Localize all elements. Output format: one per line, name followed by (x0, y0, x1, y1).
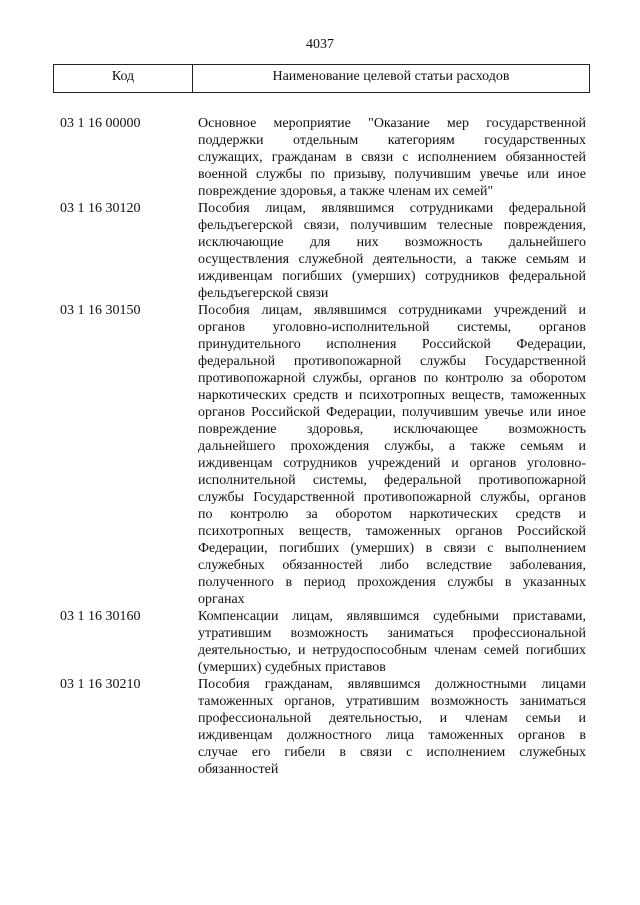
table-row (0, 115, 640, 200)
row-code: 03 1 16 30150 (60, 303, 141, 318)
description-line: Пособия гражданам, являвшимся должностными лицами (198, 677, 586, 692)
description-line: повреждение здоровья, исключающее возможность (198, 422, 586, 437)
description-line: фельдъегерской связи (198, 286, 329, 301)
description-line: противопожарной службы, органов по контролю за оборотом (198, 371, 586, 386)
description-line: органов уголовно-исполнительной системы, органов (198, 320, 586, 335)
description-line: повреждение здоровья, а также членам их семей" (198, 184, 494, 199)
description-line: исключающие для них возможность дальнейшего (198, 235, 586, 250)
description-line: Основное мероприятие "Оказание мер государственной (198, 116, 586, 131)
row-description (198, 608, 586, 676)
description-line: службы Государственной противопожарной службы, органов (198, 490, 586, 505)
description-line: иждивенцам погибших (умерших) сотрудников федеральной (198, 269, 586, 284)
description-line: органах (198, 592, 245, 607)
row-code: 03 1 16 30120 (60, 201, 141, 216)
page-number: 4037 (306, 37, 334, 52)
description-line: Федерации, погибших (умерших) в связи с выполнением (198, 541, 586, 556)
description-line: Пособия лицам, являвшимся сотрудниками федеральной (198, 201, 586, 216)
table-header (53, 64, 590, 93)
description-line: (умерших) судебных приставов (198, 660, 386, 675)
row-code: 03 1 16 00000 (60, 116, 141, 131)
description-line: военной службы по призыву, получившим увечье или иное (198, 167, 586, 182)
description-line: психотропных веществ, таможенных органов Российской (198, 524, 586, 539)
column-header-code: Код (54, 65, 193, 92)
description-line: иждивенцам сотрудников учреждений и органов уголовно- (198, 456, 586, 471)
table-row (0, 200, 640, 302)
description-line: дальнейшего прохождения службы, а также семьям и (198, 439, 586, 454)
row-description (198, 200, 586, 302)
row-description (198, 302, 586, 608)
description-line: Компенсации лицам, являвшимся судебными приставами, (198, 609, 586, 624)
row-code: 03 1 16 30210 (60, 677, 141, 692)
description-line: исполнительной системы, федеральной противопожарной (198, 473, 586, 488)
table-row (0, 302, 640, 608)
description-line: таможенных органов, утратившим возможность заниматься (198, 694, 586, 709)
description-line: фельдъегерской связи, получившим телесные повреждения, (198, 218, 586, 233)
table-row (0, 676, 640, 778)
description-line: служащих, гражданам в связи с исполнением обязанностей (198, 150, 586, 165)
row-code: 03 1 16 30160 (60, 609, 141, 624)
description-line: случае его гибели в связи с исполнением служебных (198, 745, 586, 760)
description-line: полученного в период прохождения службы в указанных (198, 575, 586, 590)
row-description (198, 676, 586, 778)
description-line: федеральной противопожарной службы Государственной (198, 354, 586, 369)
description-line: обязанностей (198, 762, 279, 777)
description-line: утратившим возможность заниматься профессиональной (198, 626, 586, 641)
description-line: служебных обязанностей либо вследствие заболевания, (198, 558, 586, 573)
description-line: деятельностью, и нетрудоспособным членам семей погибших (198, 643, 586, 658)
description-line: поддержки отдельным категориям государственных (198, 133, 586, 148)
description-line: осуществления служебной деятельности, а также семьям и (198, 252, 586, 267)
row-description (198, 115, 586, 200)
table-row (0, 608, 640, 676)
table-body (0, 115, 640, 778)
description-line: органов Российской Федерации, получившим увечье или иное (198, 405, 586, 420)
description-line: принудительного исполнения Российской Федерации, (198, 337, 586, 352)
description-line: наркотических средств и психотропных веществ, таможенных (198, 388, 586, 403)
description-line: иждивенцам должностного лица таможенных органов в (198, 728, 586, 743)
description-line: по контролю за оборотом наркотических средств и (198, 507, 586, 522)
description-line: профессиональной деятельностью, и членам семьи и (198, 711, 586, 726)
description-line: Пособия лицам, являвшимся сотрудниками учреждений и (198, 303, 586, 318)
column-header-name: Наименование целевой статьи расходов (272, 69, 510, 84)
